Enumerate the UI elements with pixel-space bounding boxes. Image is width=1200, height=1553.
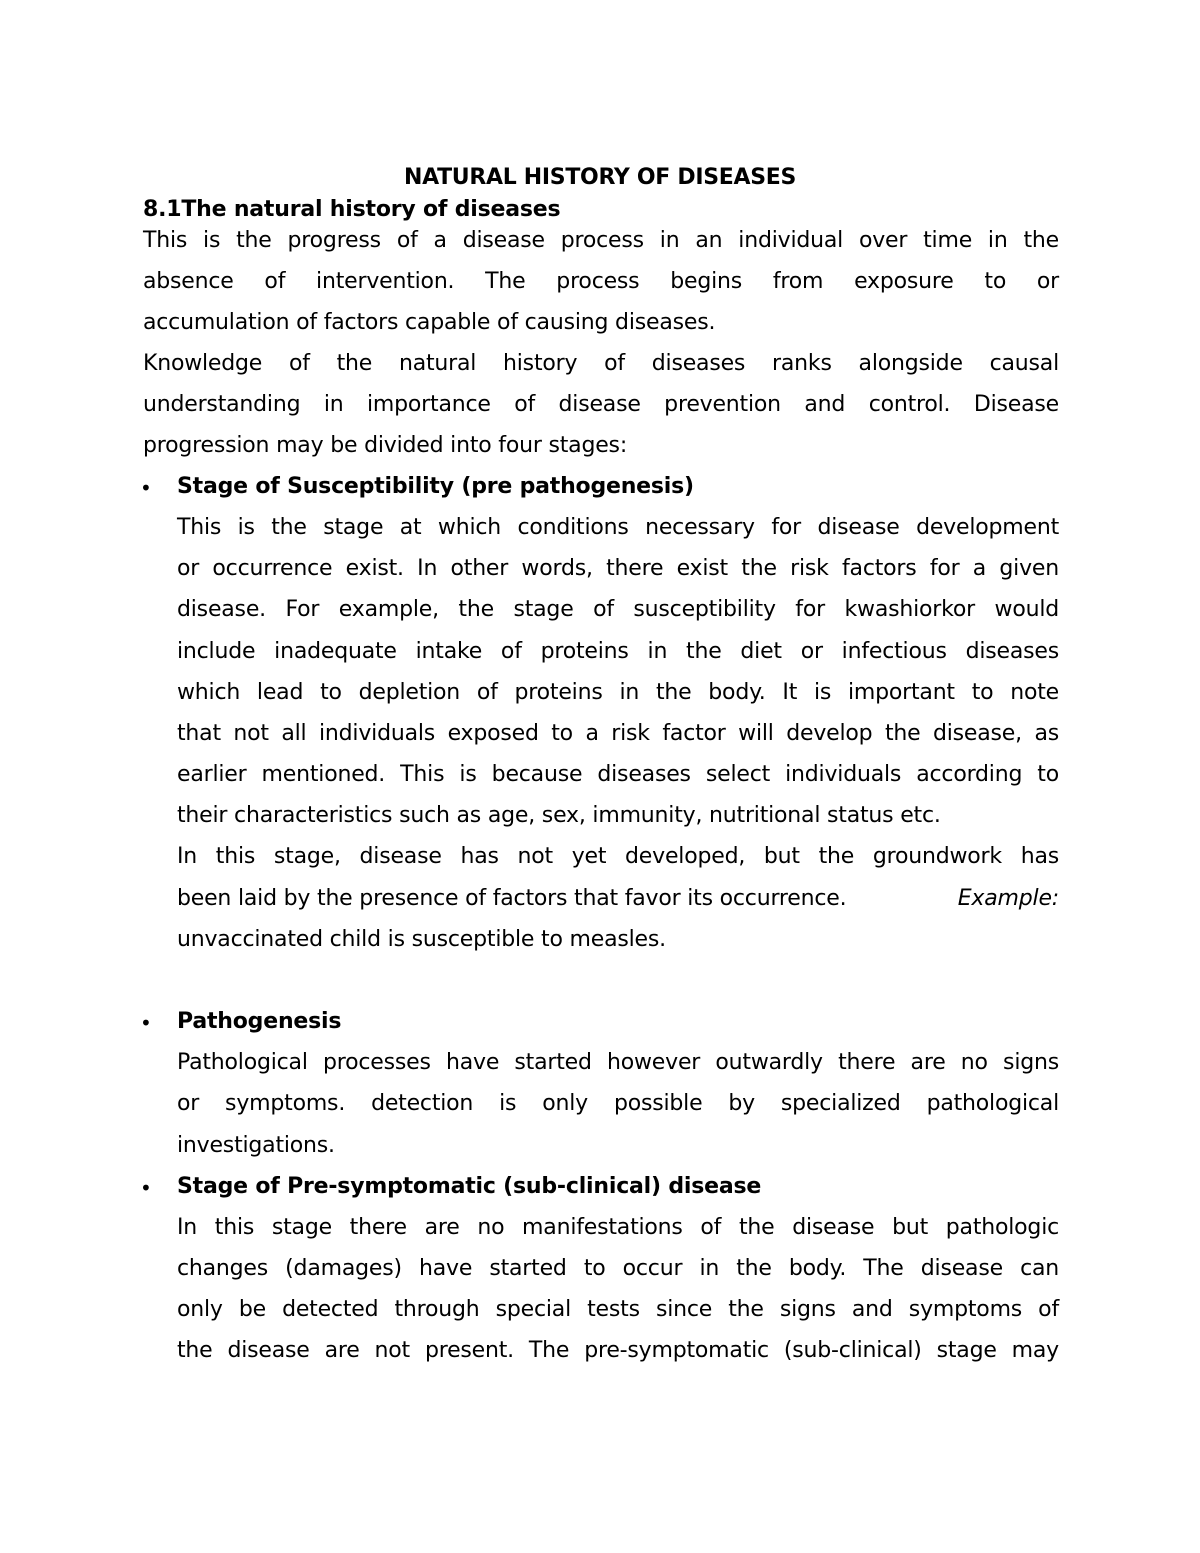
example-label: Example: xyxy=(957,886,1059,911)
stage-line: only be detected through special tests since the signs and symptoms of xyxy=(177,1297,1059,1322)
knowledge-line: understanding in importance of disease prevention and control. Disease xyxy=(143,392,1059,417)
stage-line: been laid by the presence of factors that favor its occurrence. xyxy=(177,886,847,911)
stage-line-example xyxy=(177,886,1059,911)
intro-line: accumulation of factors capable of causing diseases. xyxy=(143,310,716,335)
stage-line: unvaccinated child is susceptible to measles. xyxy=(177,927,666,952)
knowledge-line: Knowledge of the natural history of diseases ranks alongside causal xyxy=(143,351,1059,376)
stage-line: investigations. xyxy=(177,1133,335,1158)
stage-heading: Stage of Pre-symptomatic (sub-clinical) disease xyxy=(177,1174,762,1199)
stage-line: or occurrence exist. In other words, there exist the risk factors for a given xyxy=(177,556,1059,581)
bullet-icon: • xyxy=(140,476,152,500)
stage-line: include inadequate intake of proteins in the diet or infectious diseases xyxy=(177,639,1059,664)
stage-line: earlier mentioned. This is because diseases select individuals according to xyxy=(177,762,1059,787)
document-title: NATURAL HISTORY OF DISEASES xyxy=(403,165,797,190)
stage-heading: Stage of Susceptibility (pre pathogenesis) xyxy=(177,474,694,499)
stage-line: that not all individuals exposed to a risk factor will develop the disease, as xyxy=(177,721,1059,746)
stage-line: which lead to depletion of proteins in the body. It is important to note xyxy=(177,680,1059,705)
section-heading: 8.1The natural history of diseases xyxy=(143,197,561,222)
stage-line: their characteristics such as age, sex, immunity, nutritional status etc. xyxy=(177,803,941,828)
knowledge-line: progression may be divided into four stages: xyxy=(143,433,628,458)
bullet-icon: • xyxy=(140,1011,152,1035)
stage-line: In this stage there are no manifestations of the disease but pathologic xyxy=(177,1215,1059,1240)
stage-line: This is the stage at which conditions necessary for disease development xyxy=(177,515,1059,540)
stage-heading: Pathogenesis xyxy=(177,1009,342,1034)
stage-line: In this stage, disease has not yet developed, but the groundwork has xyxy=(177,844,1059,869)
stage-line: disease. For example, the stage of susceptibility for kwashiorkor would xyxy=(177,597,1059,622)
intro-line: This is the progress of a disease process in an individual over time in the xyxy=(143,228,1059,253)
intro-line: absence of intervention. The process begins from exposure to or xyxy=(143,269,1059,294)
stage-line: Pathological processes have started however outwardly there are no signs xyxy=(177,1050,1059,1075)
stage-line: or symptoms. detection is only possible by specialized pathological xyxy=(177,1091,1059,1116)
bullet-icon: • xyxy=(140,1176,152,1200)
stage-line: the disease are not present. The pre-symptomatic (sub-clinical) stage may xyxy=(177,1338,1059,1363)
stage-line: changes (damages) have started to occur in the body. The disease can xyxy=(177,1256,1059,1281)
